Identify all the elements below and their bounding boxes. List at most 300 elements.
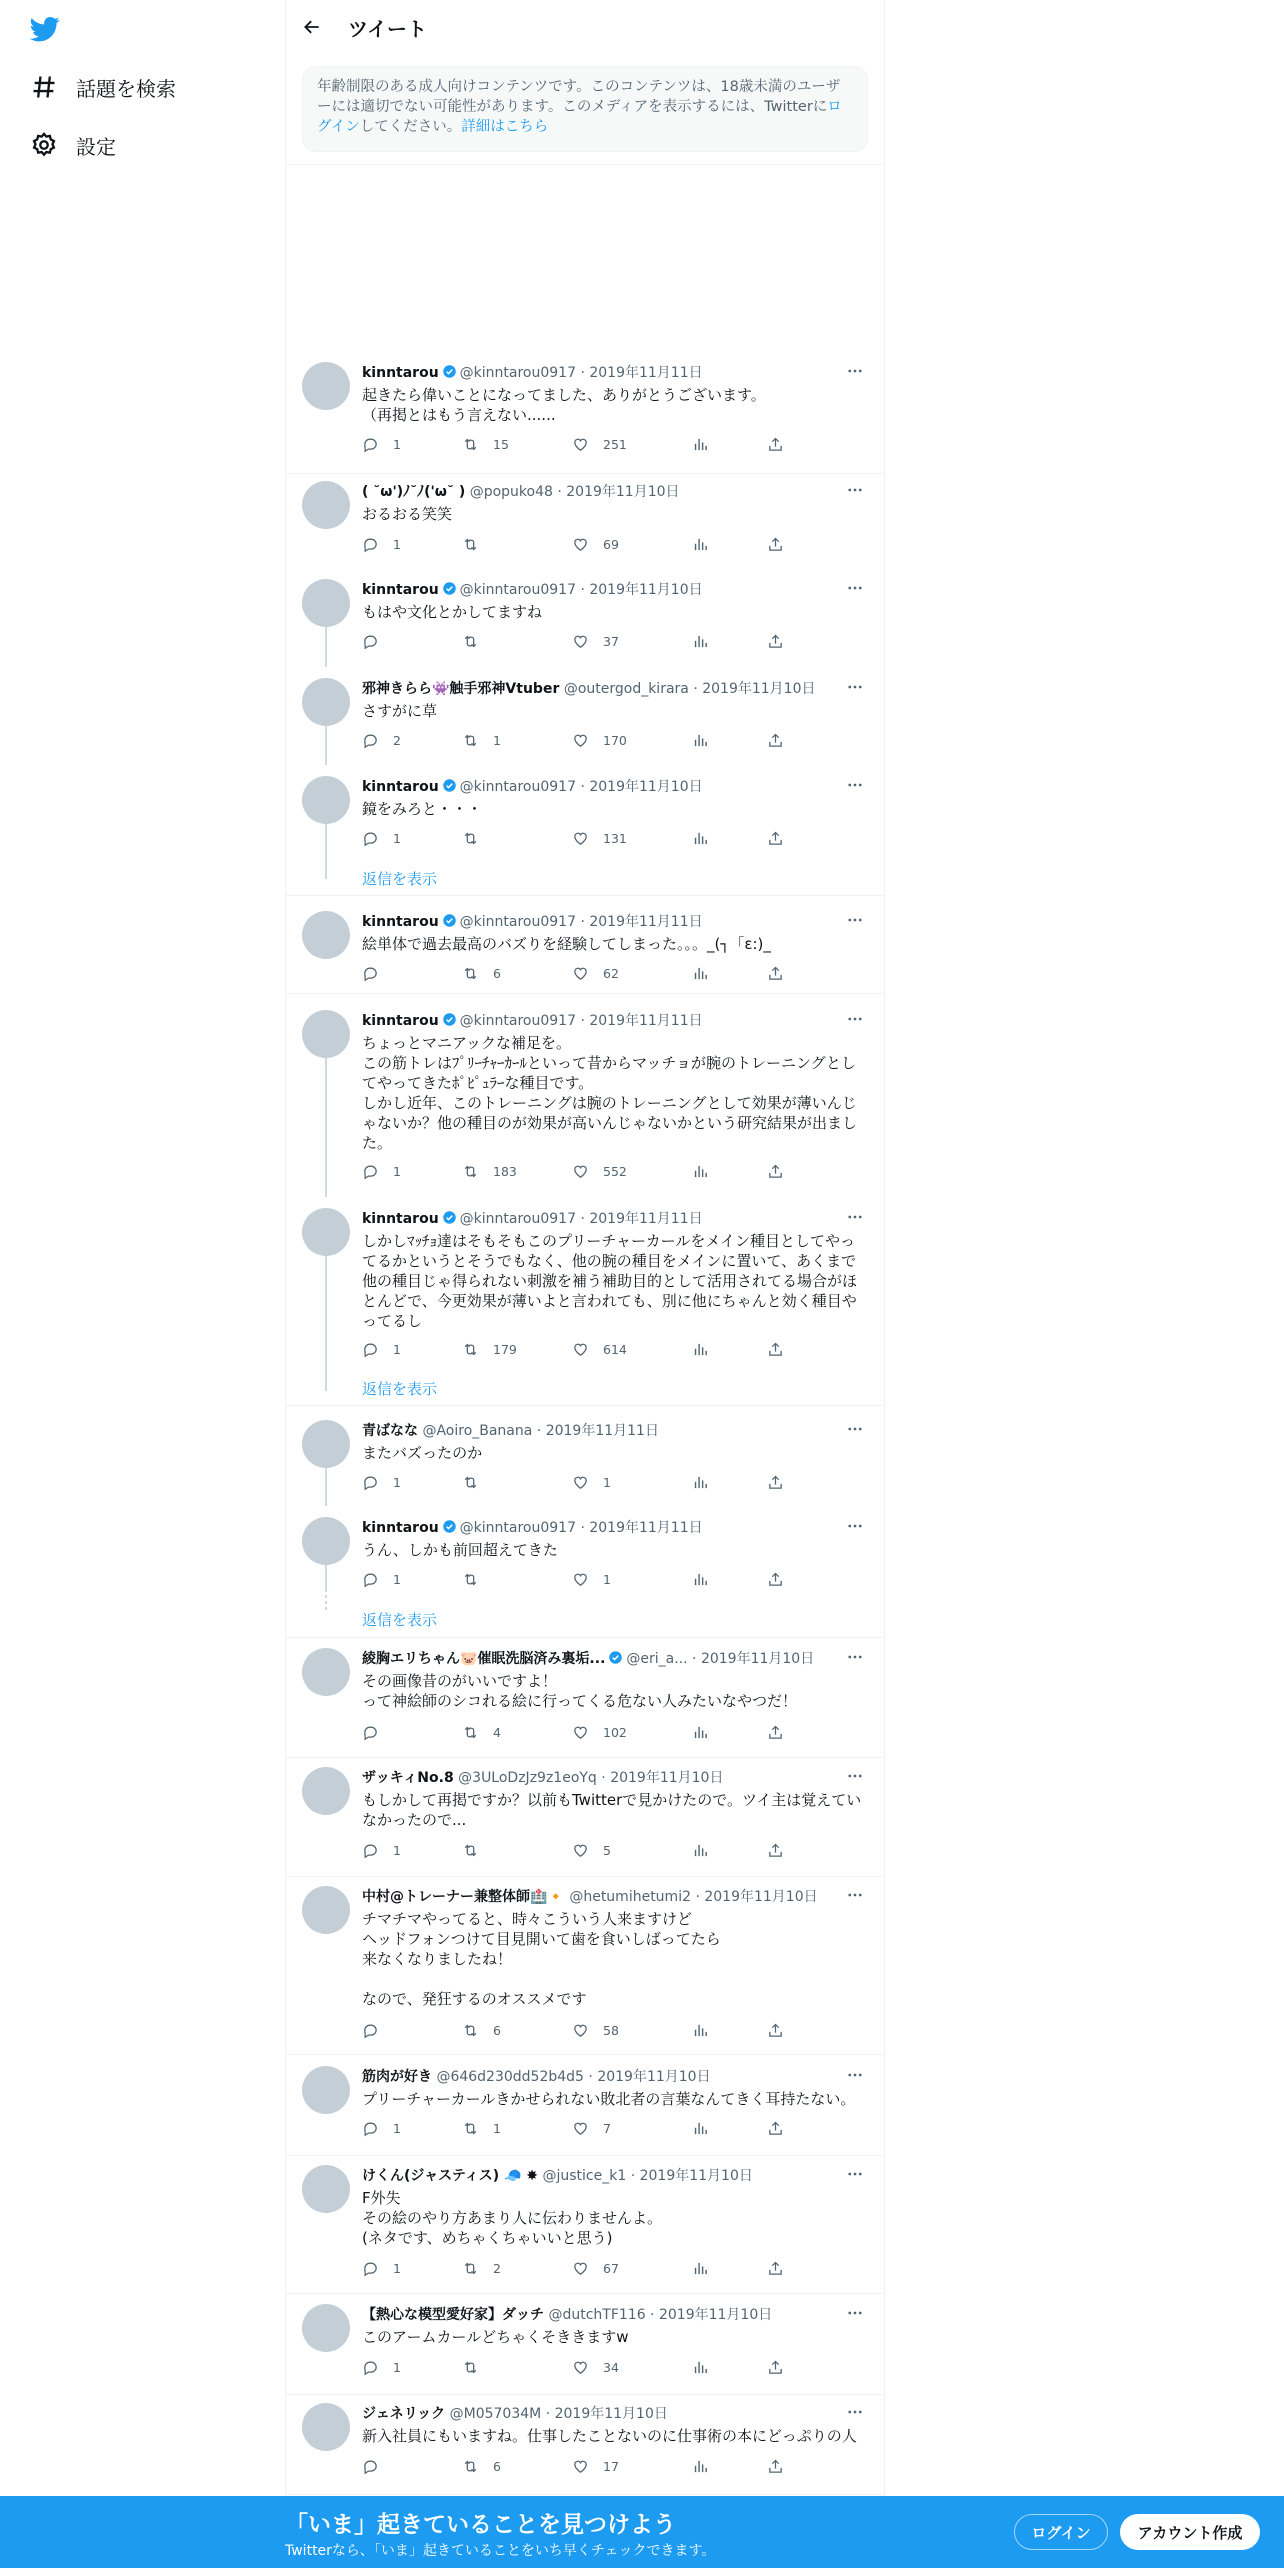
twitter-bird-icon[interactable]: [28, 14, 62, 44]
like-icon: [572, 1341, 589, 1358]
author-handle[interactable]: @outergod_kirara: [563, 681, 689, 697]
views-button[interactable]: [692, 633, 709, 650]
tweet-date[interactable]: 2019年11月11日: [545, 1423, 659, 1439]
like-count: 37: [603, 634, 619, 649]
like-button[interactable]: [572, 2359, 619, 2376]
meta-separator: ·: [576, 582, 590, 598]
notice-login-link[interactable]: ログイン: [317, 99, 842, 135]
reply-icon: [362, 633, 379, 650]
show-replies-link[interactable]: 返信を表示: [362, 870, 438, 888]
tweet-meta: [362, 1210, 864, 1228]
retweet-button[interactable]: [462, 830, 493, 847]
tweet-divider: [286, 473, 884, 474]
like-count: 69: [603, 537, 619, 552]
share-icon: [767, 1724, 784, 1741]
retweet-button[interactable]: [462, 1842, 493, 1859]
avatar[interactable]: [302, 579, 350, 627]
retweet-icon: [462, 2260, 479, 2277]
more-options-button[interactable]: [846, 579, 864, 597]
author-name[interactable]: 邪神きらら👾触手邪神Vtuber: [362, 681, 560, 697]
like-count: 131: [603, 831, 627, 846]
tweet-text: F外失 その絵のやり方あまり人に伝わりませんよ。 (ネタです、めちゃくちゃいいと思う): [362, 2189, 663, 2247]
like-button[interactable]: [572, 2120, 611, 2137]
login-button[interactable]: ログイン: [1014, 2514, 1108, 2550]
tweet-meta: [362, 2167, 864, 2185]
retweet-button[interactable]: [462, 965, 501, 982]
reply-button[interactable]: [362, 536, 401, 553]
like-count: 170: [603, 733, 627, 748]
verified-badge-icon: [442, 1012, 457, 1027]
share-button[interactable]: [767, 1724, 784, 1741]
tweet-divider: [286, 2293, 884, 2294]
tweet-date[interactable]: 2019年11月11日: [589, 1211, 703, 1227]
views-button[interactable]: [692, 536, 709, 553]
tweet-meta: [362, 680, 864, 698]
share-button[interactable]: [767, 1163, 784, 1180]
reply-count: 1: [393, 2121, 401, 2136]
share-button[interactable]: [767, 1571, 784, 1588]
share-button[interactable]: [767, 2022, 784, 2039]
author-name[interactable]: 【熱心な模型愛好家】ダッチ: [362, 2307, 544, 2323]
tweet-actions: [362, 1842, 792, 1862]
avatar[interactable]: [302, 2304, 350, 2352]
views-button[interactable]: [692, 1163, 709, 1180]
share-icon: [767, 633, 784, 650]
more-options-button[interactable]: [846, 2403, 864, 2421]
like-button[interactable]: [572, 1724, 627, 1741]
avatar[interactable]: [302, 1010, 350, 1058]
more-dots-icon: [846, 1886, 864, 1904]
like-icon: [572, 633, 589, 650]
tweet-body: [362, 1650, 864, 1711]
tweet-meta: [362, 778, 864, 796]
like-button[interactable]: [572, 536, 619, 553]
verified-badge-icon: [442, 1210, 457, 1225]
like-button[interactable]: [572, 1341, 627, 1358]
avatar[interactable]: [302, 2066, 350, 2114]
tweet-meta: [362, 364, 864, 382]
more-dots-icon: [846, 2403, 864, 2421]
more-options-button[interactable]: [846, 1648, 864, 1666]
views-button[interactable]: [692, 830, 709, 847]
more-options-button[interactable]: [846, 1208, 864, 1226]
reply-button[interactable]: [362, 1724, 393, 1741]
like-button[interactable]: [572, 633, 619, 650]
tweet-actions: [362, 732, 792, 752]
retweet-button[interactable]: [462, 2458, 501, 2475]
author-name[interactable]: kinntarou: [362, 1211, 439, 1227]
views-button[interactable]: [692, 1571, 709, 1588]
tweet-date[interactable]: 2019年11月11日: [589, 1520, 703, 1536]
share-icon: [767, 1842, 784, 1859]
author-name[interactable]: 青ばなな: [362, 1423, 418, 1439]
more-options-button[interactable]: [846, 362, 864, 380]
tweet-actions: [362, 1163, 792, 1183]
like-icon: [572, 732, 589, 749]
like-icon: [572, 1571, 589, 1588]
like-icon: [572, 2022, 589, 2039]
notice-middle-text: してください。: [359, 119, 462, 135]
share-button[interactable]: [767, 2458, 784, 2475]
tweet-date[interactable]: 2019年11月10日: [639, 2168, 753, 2184]
like-button[interactable]: [572, 2458, 619, 2475]
sidebar-item-settings[interactable]: [30, 125, 116, 165]
more-options-button[interactable]: [846, 481, 864, 499]
tweet-date[interactable]: 2019年11月10日: [597, 2069, 711, 2085]
views-button[interactable]: [692, 1341, 709, 1358]
tweet-meta: [362, 913, 864, 931]
tweet-date[interactable]: 2019年11月10日: [566, 484, 680, 500]
avatar[interactable]: [302, 1767, 350, 1815]
reply-icon: [362, 2359, 379, 2376]
tweet-text: もしかして再掲ですか？以前もTwitterで見かけたので。ツイ主は覚えていなかったので...: [362, 1791, 862, 1829]
author-handle[interactable]: @kinntarou0917: [459, 914, 576, 930]
like-button[interactable]: [572, 965, 619, 982]
retweet-count: 2: [493, 2261, 501, 2276]
tweet-date[interactable]: 2019年11月10日: [610, 1770, 724, 1786]
share-button[interactable]: [767, 1474, 784, 1491]
like-count: 1: [603, 1572, 611, 1587]
author-handle[interactable]: @kinntarou0917: [459, 365, 576, 381]
more-options-button[interactable]: [846, 1010, 864, 1028]
like-button[interactable]: [572, 1474, 611, 1491]
avatar[interactable]: [302, 1648, 350, 1696]
tweet-text: 新入社員にもいますね。仕事したことないのに仕事術の本にどっぷりの人: [362, 2427, 857, 2445]
retweet-button[interactable]: [462, 2022, 501, 2039]
tweet-body: [362, 1888, 864, 2009]
tweet-text: チマチマやってると、時々こういう人来ますけど ヘッドフォンつけて目見開いて歯を食いしばってたら 来なくなりましたね！ なので、発狂するのオススメです: [362, 1910, 721, 2008]
like-icon: [572, 1474, 589, 1491]
views-button[interactable]: [692, 732, 709, 749]
share-icon: [767, 2022, 784, 2039]
author-handle[interactable]: @646d230dd52b4d5: [436, 2069, 584, 2085]
views-button[interactable]: [692, 2022, 709, 2039]
verified-badge-icon: [442, 778, 457, 793]
tweet-actions: [362, 2022, 792, 2042]
author-name[interactable]: ザッキィNo.8: [362, 1770, 454, 1786]
retweet-button[interactable]: [462, 1571, 493, 1588]
share-button[interactable]: [767, 965, 784, 982]
tweet-date[interactable]: 2019年11月10日: [589, 582, 703, 598]
views-button[interactable]: [692, 436, 709, 453]
more-options-button[interactable]: [846, 1886, 864, 1904]
tweet-text: その画像昔のがいいですよ！ って神絵師のシコれる絵に行ってくる危ない人みたいなやつだ！: [362, 1672, 798, 1710]
reply-icon: [362, 830, 379, 847]
tweet-text: プリーチャーカールきかせられない敗北者の言葉なんてきく耳持たない。: [362, 2090, 856, 2108]
author-handle[interactable]: @justice_k1: [542, 2168, 627, 2184]
reply-icon: [362, 2022, 379, 2039]
reply-button[interactable]: [362, 2359, 401, 2376]
prompt-headline: 「いま」起きていることを見つけよう: [285, 2512, 676, 2538]
avatar[interactable]: [302, 2165, 350, 2213]
views-button[interactable]: [692, 1474, 709, 1491]
like-button[interactable]: [572, 732, 627, 749]
tweet-date[interactable]: 2019年11月11日: [589, 365, 703, 381]
avatar[interactable]: [302, 362, 350, 410]
author-name[interactable]: kinntarou: [362, 1520, 439, 1536]
tweet-date[interactable]: 2019年11月10日: [658, 2307, 773, 2323]
tweet-text: 起きたら偉いことになってました、ありがとうございます。 （再掲とはもう言えない......: [362, 386, 766, 424]
like-count: 251: [603, 437, 627, 452]
tweet-body: [362, 2306, 864, 2347]
share-icon: [767, 1341, 784, 1358]
share-icon: [767, 830, 784, 847]
views-icon: [692, 633, 709, 650]
tweet-divider: [286, 2054, 884, 2055]
tweet-date[interactable]: 2019年11月10日: [700, 1651, 815, 1667]
more-dots-icon: [846, 1648, 864, 1666]
like-count: 58: [603, 2023, 619, 2038]
share-button[interactable]: [767, 2120, 784, 2137]
retweet-button[interactable]: [462, 1163, 517, 1180]
tweet-meta: [362, 2306, 864, 2324]
share-button[interactable]: [767, 830, 784, 847]
reply-icon: [362, 536, 379, 553]
author-handle[interactable]: @kinntarou0917: [459, 582, 576, 598]
views-button[interactable]: [692, 965, 709, 982]
notice-details-link[interactable]: 詳細はこちら: [461, 119, 549, 135]
like-button[interactable]: [572, 436, 627, 453]
reply-button[interactable]: [362, 1571, 401, 1588]
author-handle[interactable]: @hetumihetumi2: [569, 1889, 691, 1905]
back-arrow-icon[interactable]: [302, 17, 322, 37]
tweet-date[interactable]: 2019年11月11日: [589, 914, 703, 930]
author-handle[interactable]: @dutchTF116: [548, 2307, 646, 2323]
reply-button[interactable]: [362, 2022, 393, 2039]
tweet-date[interactable]: 2019年11月10日: [702, 681, 816, 697]
age-restriction-notice: [302, 66, 868, 152]
author-name[interactable]: けくん(ジャスティス) 🧢 ✸: [362, 2168, 539, 2184]
like-button[interactable]: [572, 1571, 611, 1588]
avatar[interactable]: [302, 678, 350, 726]
views-button[interactable]: [692, 2120, 709, 2137]
retweet-button[interactable]: [462, 1474, 493, 1491]
tweet-text: さすがに草: [362, 702, 438, 720]
tweet-actions: [362, 436, 792, 456]
avatar[interactable]: [302, 776, 350, 824]
like-button[interactable]: [572, 830, 627, 847]
reply-icon: [362, 2458, 379, 2475]
share-button[interactable]: [767, 732, 784, 749]
avatar[interactable]: [302, 1208, 350, 1256]
tweet-divider: [286, 993, 884, 994]
more-options-button[interactable]: [846, 776, 864, 794]
views-icon: [692, 1474, 709, 1491]
retweet-button[interactable]: [462, 2260, 501, 2277]
author-handle[interactable]: @eri_a...: [626, 1651, 688, 1667]
author-handle[interactable]: @M057034M: [449, 2406, 542, 2422]
tweet-body: [362, 2068, 864, 2109]
tweet-actions: [362, 2260, 792, 2280]
meta-separator: ·: [532, 1423, 546, 1439]
author-name[interactable]: 中村@トレーナー兼整体師🏥🔸: [362, 1889, 565, 1905]
tweet-date[interactable]: 2019年11月10日: [554, 2406, 668, 2422]
share-button[interactable]: [767, 536, 784, 553]
reply-button[interactable]: [362, 2120, 401, 2137]
reply-button[interactable]: [362, 633, 393, 650]
reply-button[interactable]: [362, 2458, 393, 2475]
author-name[interactable]: ( ˘ω')ﾉ˘ﾉ('ω˘ ): [362, 484, 466, 500]
avatar[interactable]: [302, 911, 350, 959]
tweet-meta: [362, 2405, 864, 2423]
sidebar-item-explore[interactable]: [30, 67, 176, 107]
reply-button[interactable]: [362, 2260, 401, 2277]
tweet-actions: [362, 536, 792, 556]
author-handle[interactable]: @kinntarou0917: [459, 1013, 576, 1029]
avatar[interactable]: [302, 1420, 350, 1468]
tweet-body: [362, 483, 864, 524]
verified-badge-icon: [442, 913, 457, 928]
meta-separator: ·: [576, 1211, 590, 1227]
retweet-icon: [462, 2120, 479, 2137]
reply-button[interactable]: [362, 1842, 401, 1859]
retweet-icon: [462, 2022, 479, 2039]
like-icon: [572, 1163, 589, 1180]
share-button[interactable]: [767, 2260, 784, 2277]
retweet-button[interactable]: [462, 536, 493, 553]
reply-count: 1: [393, 1843, 401, 1858]
like-button[interactable]: [572, 2022, 619, 2039]
reply-count: 1: [393, 831, 401, 846]
more-dots-icon: [846, 481, 864, 499]
author-handle[interactable]: @kinntarou0917: [459, 779, 576, 795]
retweet-button[interactable]: [462, 1341, 517, 1358]
notice-text: 年齢制限のある成人向けコンテンツです。このコンテンツは、18歳未満のユーザーには適切でない可能性があります。このメディアを表示するには、Twitterに: [317, 79, 841, 115]
tweet-body: [362, 1519, 864, 1560]
share-button[interactable]: [767, 2359, 784, 2376]
views-icon: [692, 830, 709, 847]
like-icon: [572, 436, 589, 453]
tweet-body: [362, 581, 864, 622]
more-dots-icon: [846, 2066, 864, 2084]
retweet-button[interactable]: [462, 633, 493, 650]
more-options-button[interactable]: [846, 911, 864, 929]
author-handle[interactable]: @3ULoDzJz9z1eoYq: [458, 1770, 597, 1786]
author-name[interactable]: kinntarou: [362, 1013, 439, 1029]
retweet-button[interactable]: [462, 1724, 501, 1741]
like-icon: [572, 2458, 589, 2475]
share-icon: [767, 2458, 784, 2475]
reply-button[interactable]: [362, 1163, 401, 1180]
show-replies-link[interactable]: 返信を表示: [362, 1380, 438, 1398]
meta-separator: ·: [576, 779, 590, 795]
retweet-button[interactable]: [462, 2359, 493, 2376]
avatar[interactable]: [302, 2403, 350, 2451]
meta-separator: ·: [583, 2069, 598, 2085]
tweet-date[interactable]: 2019年11月10日: [589, 779, 703, 795]
like-icon: [572, 2260, 589, 2277]
share-button[interactable]: [767, 1341, 784, 1358]
share-button[interactable]: [767, 436, 784, 453]
retweet-button[interactable]: [462, 732, 501, 749]
reply-count: 1: [393, 1342, 401, 1357]
more-options-button[interactable]: [846, 2304, 864, 2322]
tweet-actions: [362, 2359, 792, 2379]
retweet-count: 179: [493, 1342, 517, 1357]
tweet-body: [362, 1769, 864, 1830]
author-name[interactable]: 筋肉が好き: [362, 2069, 432, 2085]
more-options-button[interactable]: [846, 1767, 864, 1785]
tweet-text: またバズったのか: [362, 1444, 483, 1462]
like-button[interactable]: [572, 1163, 627, 1180]
share-button[interactable]: [767, 1842, 784, 1859]
avatar[interactable]: [302, 1886, 350, 1934]
tweet-actions: [362, 1571, 792, 1591]
more-dots-icon: [846, 1010, 864, 1028]
share-icon: [767, 2120, 784, 2137]
tweet-date[interactable]: 2019年11月10日: [704, 1889, 818, 1905]
signup-button[interactable]: アカウント作成: [1120, 2514, 1260, 2550]
more-options-button[interactable]: [846, 1517, 864, 1535]
like-count: 62: [603, 966, 619, 981]
author-name[interactable]: 綾胸エリちゃん🐷催眠洗脳済み裏垢...: [362, 1651, 606, 1667]
author-handle[interactable]: @kinntarou0917: [459, 1211, 576, 1227]
views-icon: [692, 1724, 709, 1741]
retweet-button[interactable]: [462, 2120, 501, 2137]
like-button[interactable]: [572, 1842, 611, 1859]
reply-count: 1: [393, 1475, 401, 1490]
share-button[interactable]: [767, 633, 784, 650]
reply-count: 1: [393, 2360, 401, 2375]
reply-button[interactable]: [362, 1341, 401, 1358]
author-name[interactable]: kinntarou: [362, 914, 439, 930]
more-options-button[interactable]: [846, 1420, 864, 1438]
author-name[interactable]: kinntarou: [362, 779, 439, 795]
reply-button[interactable]: [362, 436, 401, 453]
more-options-button[interactable]: [846, 2066, 864, 2084]
show-replies-link[interactable]: 返信を表示: [362, 1611, 438, 1629]
avatar[interactable]: [302, 481, 350, 529]
retweet-icon: [462, 436, 479, 453]
views-icon: [692, 732, 709, 749]
reply-button[interactable]: [362, 1474, 401, 1491]
author-name[interactable]: ジェネリック: [362, 2406, 446, 2422]
author-name[interactable]: kinntarou: [362, 582, 439, 598]
avatar[interactable]: [302, 1517, 350, 1565]
views-button[interactable]: [692, 2458, 709, 2475]
more-options-button[interactable]: [846, 2165, 864, 2183]
retweet-button[interactable]: [462, 436, 509, 453]
retweet-icon: [462, 732, 479, 749]
like-button[interactable]: [572, 2260, 619, 2277]
reply-button[interactable]: [362, 732, 401, 749]
author-name[interactable]: kinntarou: [362, 365, 439, 381]
views-button[interactable]: [692, 1724, 709, 1741]
views-button[interactable]: [692, 2359, 709, 2376]
views-button[interactable]: [692, 2260, 709, 2277]
reply-button[interactable]: [362, 830, 401, 847]
retweet-icon: [462, 965, 479, 982]
reply-count: 1: [393, 537, 401, 552]
like-icon: [572, 1842, 589, 1859]
tweet-body: [362, 364, 864, 425]
retweet-count: 183: [493, 1164, 517, 1179]
more-options-button[interactable]: [846, 678, 864, 696]
reply-button[interactable]: [362, 965, 393, 982]
prompt-subtext: Twitterなら、「いま」起きていることをいち早くチェックできます。: [285, 2543, 716, 2559]
tweet-divider: [286, 2494, 884, 2495]
author-handle[interactable]: @kinntarou0917: [459, 1520, 576, 1536]
retweet-count: 4: [493, 1725, 501, 1740]
author-handle[interactable]: @Aoiro_Banana: [422, 1423, 533, 1439]
more-dots-icon: [846, 678, 864, 696]
author-handle[interactable]: @popuko48: [469, 484, 553, 500]
like-count: 7: [603, 2121, 611, 2136]
retweet-icon: [462, 1842, 479, 1859]
like-count: 17: [603, 2459, 619, 2474]
views-button[interactable]: [692, 1842, 709, 1859]
tweet-date[interactable]: 2019年11月11日: [589, 1013, 703, 1029]
